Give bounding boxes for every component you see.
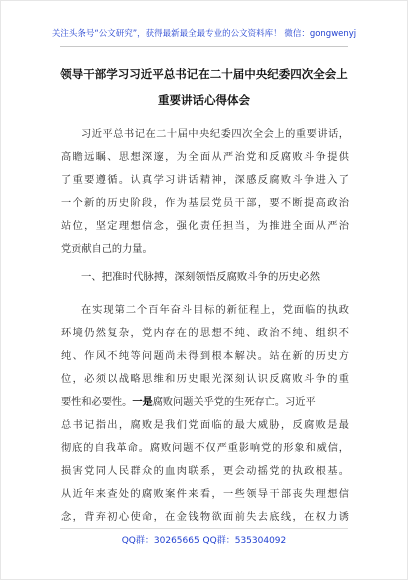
body-line: 位，必须以战略思维和历史眼光深刻认识反腐败斗争的重 xyxy=(61,374,349,385)
body-line: 念，背弃初心使命，在金钱物欲面前失去底线，在权力诱 xyxy=(61,512,349,523)
body-line: 彻底的自我革命。腐败问题不仅严重影响党的形象和威信， xyxy=(61,443,349,454)
emphasis-text: 一是 xyxy=(132,396,153,408)
header-rule xyxy=(60,46,348,47)
body-line: 总书记指出，腐败是我们党面临的最大威胁，反腐败是最 xyxy=(61,420,349,431)
body-text: 腐败问题关乎党的生死存亡。习近平 xyxy=(152,397,316,408)
body-line: 在实现第二个百年奋斗目标的新征程上，党面临的执政 xyxy=(81,305,349,316)
body-text: 要性和必要性。 xyxy=(61,397,133,408)
body-line: 站位，坚定理想信念，强化责任担当，为推进全面从严治 xyxy=(61,221,349,232)
document-title-line1: 领导干部学习习近平总书记在二十届中央纪委四次全会上 xyxy=(60,67,348,81)
body-line: 习近平总书记在二十届中央纪委四次全会上的重要讲话， xyxy=(81,129,349,140)
header-banner: 关注头条号“公文研究”，获得最新最全最专业的公文资料库！ 微信：gongwenyj xyxy=(51,29,357,39)
body-line: 纯、作风不纯等问题尚未得到根本解决。站在新的历史方 xyxy=(61,351,349,362)
body-line: 高瞻远瞩、思想深邃，为全面从严治党和反腐败斗争提供 xyxy=(61,152,349,163)
footer-rule xyxy=(60,528,348,529)
body-line: 从近年来查处的腐败案件来看，一些领导干部丧失理想信 xyxy=(61,489,349,500)
section-heading: 一、把准时代脉搏，深刻领悟反腐败斗争的历史必然 xyxy=(81,271,320,283)
body-line xyxy=(61,393,349,408)
footer-contacts: QQ群：30265665 QQ群：535304092 xyxy=(121,536,287,546)
body-line: 损害党同人民群众的血肉联系，更会动摇党的执政根基。 xyxy=(61,466,349,477)
body-line: 了重要遵循。认真学习讲话精神，深感反腐败斗争进入了 xyxy=(61,175,349,186)
body-line: 环境仍然复杂，党内存在的思想不纯、政治不纯、组织不 xyxy=(61,328,349,339)
body-line: 党贡献自己的力量。 xyxy=(61,244,153,255)
body-line: 一个新的历史阶段，作为基层党员干部，要不断提高政治 xyxy=(61,198,349,209)
document-title-line2: 重要讲话心得体会 xyxy=(158,93,250,107)
